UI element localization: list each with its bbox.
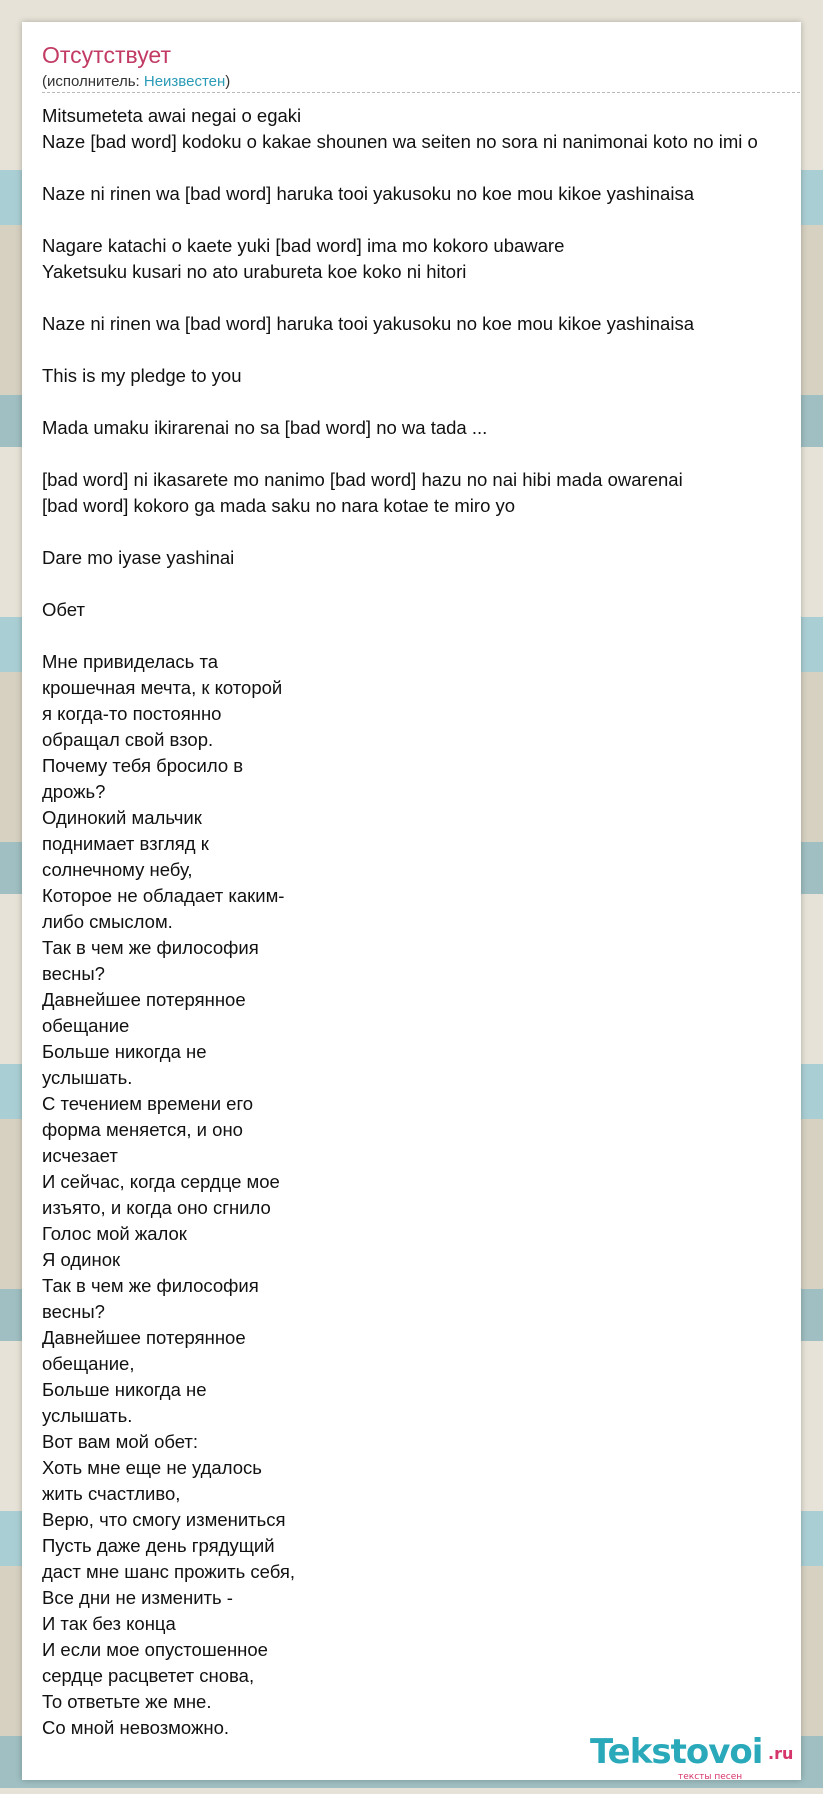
lyric-line: форма меняется, и оно	[42, 1119, 243, 1140]
lyric-line: обещание	[42, 1015, 130, 1036]
lyric-line: То ответьте же мне.	[42, 1691, 212, 1712]
lyric-line: я когда-то постоянно	[42, 703, 222, 724]
lyrics-translation	[42, 649, 295, 1741]
lyric-line: Mitsumeteta awai negai o egaki	[42, 105, 302, 126]
lyric-line: Которое не обладает каким-	[42, 885, 285, 906]
song-title: Отсутствует	[42, 42, 171, 68]
lyric-line: This is my pledge to you	[42, 365, 242, 386]
lyric-line: даст мне шанс прожить себя,	[42, 1561, 296, 1582]
lyric-blank-line	[42, 571, 758, 597]
lyric-line: Вот вам мой обет:	[42, 1431, 199, 1452]
lyric-line: жить счастливо,	[42, 1483, 181, 1504]
lyric-line: Nagare katachi o kaete yuki [bad word] ima mo kokoro ubaware	[42, 235, 565, 256]
lyric-line: Так в чем же философия	[42, 937, 259, 958]
lyric-line: обещание,	[42, 1353, 135, 1374]
lyric-line: Больше никогда не	[42, 1379, 207, 1400]
site-logo[interactable]	[590, 1732, 794, 1780]
lyric-line: И если мое опустошенное	[42, 1639, 268, 1660]
lyric-blank-line	[42, 389, 758, 415]
header-divider	[42, 92, 800, 93]
lyric-line: Обет	[42, 599, 85, 620]
lyric-blank-line	[42, 337, 758, 363]
lyric-line: услышать.	[42, 1405, 133, 1426]
lyric-line: исчезает	[42, 1145, 118, 1166]
lyric-line: Dare mo iyase yashinai	[42, 547, 235, 568]
logo-tld: .ru	[768, 1744, 794, 1763]
lyrics-card	[22, 22, 801, 1780]
lyric-line: солнечному небу,	[42, 859, 193, 880]
lyric-line: либо смыслом.	[42, 911, 173, 932]
lyric-line: Хоть мне еще не удалось	[42, 1457, 262, 1478]
lyric-line: сердце расцветет снова,	[42, 1665, 255, 1686]
lyric-line: Пусть даже день грядущий	[42, 1535, 275, 1556]
lyric-line: крошечная мечта, к которой	[42, 677, 283, 698]
lyrics-original	[42, 103, 758, 623]
lyric-blank-line	[42, 207, 758, 233]
lyric-line: Mada umaku ikirarenai no sa [bad word] no wa tada ...	[42, 417, 488, 438]
lyric-line: услышать.	[42, 1067, 133, 1088]
lyric-line: Больше никогда не	[42, 1041, 207, 1062]
lyric-line: поднимает взгляд к	[42, 833, 209, 854]
lyric-line: Я одинок	[42, 1249, 121, 1270]
lyric-line: Давнейшее потерянное	[42, 1327, 246, 1348]
lyric-blank-line	[42, 155, 758, 181]
artist-link[interactable]: Неизвестен	[143, 73, 226, 90]
lyric-line: Yaketsuku kusari no ato urabureta koe koko ni hitori	[42, 261, 467, 282]
lyric-line: Голос мой жалок	[42, 1223, 187, 1244]
lyric-line: Naze ni rinen wa [bad word] haruka tooi yakusoku no koe mou kikoe yashinaisa	[42, 313, 694, 334]
lyric-line: Верю, что смогу измениться	[42, 1509, 286, 1530]
logo-tagline: тексты песен	[678, 1772, 743, 1780]
lyric-line: весны?	[42, 963, 105, 984]
logo-name: Tekstovoi	[590, 1732, 763, 1772]
artist-suffix: )	[225, 73, 231, 90]
lyric-line: Мне привиделась та	[42, 651, 218, 672]
lyric-line: [bad word] kokoro ga mada saku no nara kotae te miro yo	[42, 495, 516, 516]
lyric-line: Naze [bad word] kodoku o kakae shounen wa seiten no sora ni nanimonai koto no imi o	[42, 131, 758, 152]
lyric-line: Давнейшее потерянное	[42, 989, 246, 1010]
lyric-blank-line	[42, 519, 758, 545]
lyric-line: Все дни не изменить -	[42, 1587, 233, 1608]
lyric-line: И сейчас, когда сердце мое	[42, 1171, 280, 1192]
artist-prefix: (исполнитель:	[42, 73, 144, 90]
lyric-line: Почему тебя бросило в	[42, 755, 244, 776]
artist-line	[42, 73, 230, 90]
lyric-line: изъято, и когда оно сгнило	[42, 1197, 271, 1218]
lyric-line: весны?	[42, 1301, 105, 1322]
lyric-line: Со мной невозможно.	[42, 1717, 229, 1738]
lyric-line: С течением времени его	[42, 1093, 254, 1114]
lyric-line: И так без конца	[42, 1613, 176, 1634]
lyric-line: Одинокий мальчик	[42, 807, 202, 828]
lyric-line: Так в чем же философия	[42, 1275, 259, 1296]
lyric-line: Naze ni rinen wa [bad word] haruka tooi yakusoku no koe mou kikoe yashinaisa	[42, 183, 694, 204]
lyric-line: [bad word] ni ikasarete mo nanimo [bad word] hazu no nai hibi mada owarenai	[42, 469, 683, 490]
lyric-blank-line	[42, 285, 758, 311]
lyric-line: обращал свой взор.	[42, 729, 214, 750]
lyric-blank-line	[42, 441, 758, 467]
lyric-line: дрожь?	[42, 781, 106, 802]
